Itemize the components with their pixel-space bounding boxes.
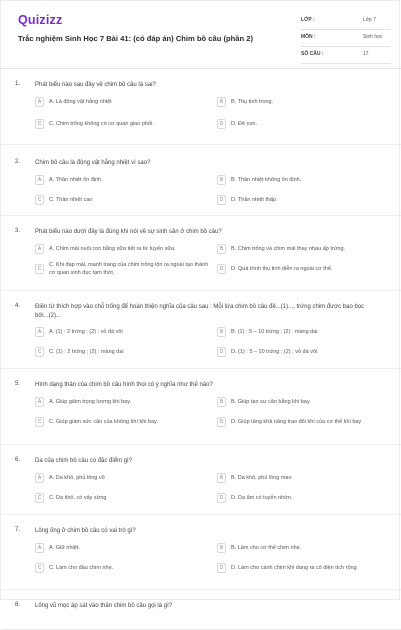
option-text: C. Khi đạp mái, manh tràng của chim trống lộn ra ngoài tạo thành cơ quan sinh dục tạm thời. — [49, 262, 209, 276]
option-text: B. (1) : 5 – 10 trứng ; (2) : màng dai — [231, 329, 318, 335]
meta-label: SỐ CÂU : — [301, 51, 324, 57]
option-text: D. Đẻ con. — [231, 121, 257, 127]
worksheet-meta — [301, 13, 391, 64]
option-letter-box: D — [217, 195, 226, 205]
option-letter-box: B — [217, 97, 226, 107]
option-letter-box: B — [217, 244, 226, 254]
question-number: 2. — [15, 159, 21, 165]
question-number: 1. — [15, 81, 21, 87]
option-letter-box: D — [217, 264, 226, 274]
option-text: A. Chim mái nuôi con bằng sữa tiết ra từ tuyến sữa. — [49, 246, 176, 252]
question-number: 3. — [15, 228, 21, 234]
option-text: B. Thân nhiệt không ổn định. — [231, 177, 302, 183]
question-text: Chim bồ câu là động vật hằng nhiệt vì sao? — [35, 160, 151, 166]
option-letter-box: A — [35, 175, 44, 185]
question-text: Lông ống ở chim bồ câu có vai trò gì? — [35, 528, 136, 534]
question-5 — [1, 369, 401, 445]
option-letter-box: A — [35, 397, 44, 407]
meta-row-subject — [301, 30, 391, 47]
meta-value: 17 — [363, 51, 369, 57]
question-number: 8. — [15, 602, 21, 608]
meta-label: MÔN : — [301, 34, 316, 40]
option-letter-box: C — [35, 119, 44, 129]
option-letter-box: C — [35, 195, 44, 205]
option-text: B. Làm cho cơ thể chim nhẹ. — [231, 545, 302, 551]
question-7 — [1, 515, 401, 590]
question-6 — [1, 445, 401, 515]
option-text: B. Giúp tạo sự cân bằng khi bay. — [231, 399, 311, 405]
meta-value: Sinh học — [363, 34, 383, 40]
option-text: D. Quá trình thụ tinh diễn ra ngoài cơ thể. — [231, 266, 333, 272]
option-text: C. Giúp giảm sức cản của không khí khi bay. — [49, 419, 159, 425]
question-text: Da của chim bồ câu có đặc điểm gì? — [35, 458, 133, 464]
option-text: C. (1) : 2 trứng ; (2) : màng dai — [49, 349, 124, 355]
question-4 — [1, 291, 401, 369]
option-text: D. (1) : 5 – 10 trứng ; (2) : vỏ đá vôi — [231, 349, 318, 355]
option-text: D. Da ẩm có tuyến nhờn. — [231, 495, 293, 501]
option-letter-box: B — [217, 175, 226, 185]
option-text: B. Chim trống và chim mái thay nhau ấp trứng. — [231, 246, 346, 252]
option-text: A. Giúp giảm trọng lượng khi bay. — [49, 399, 132, 405]
option-text: A. Giữ nhiệt. — [49, 545, 80, 551]
option-text: C. Da khô, có vảy sừng — [49, 495, 107, 501]
option-text: B. Da khô, phủ lông mao — [231, 475, 292, 481]
question-8 — [1, 590, 401, 630]
option-letter-box: B — [217, 397, 226, 407]
option-text: D. Thân nhiệt thấp — [231, 197, 277, 203]
question-text: Phát biểu nào sau đây về chim bồ câu là sai? — [35, 82, 156, 88]
option-text: A. Thân nhiệt ổn định. — [49, 177, 103, 183]
question-3 — [1, 216, 401, 291]
question-text: Phát biểu nào dưới đây là đúng khi nói về sự sinh sản ở chim bồ câu? — [35, 229, 222, 235]
option-letter-box: A — [35, 97, 44, 107]
question-number: 7. — [15, 527, 21, 533]
question-list — [1, 69, 401, 630]
question-2 — [1, 145, 401, 216]
option-letter-box: D — [217, 563, 226, 573]
quizizz-logo: Quizizz — [18, 13, 63, 27]
option-letter-box: D — [217, 347, 226, 357]
option-text: D. Làm cho cánh chim khi dang ra có diện tích rộng — [231, 565, 357, 571]
option-letter-box: A — [35, 327, 44, 337]
option-text: A. (1) : 2 trứng ; (2) : vỏ đá vôi — [49, 329, 123, 335]
meta-label: LỚP : — [301, 17, 315, 23]
meta-row-grade — [301, 13, 391, 30]
option-letter-box: C — [35, 493, 44, 503]
question-text: Hình dạng thân của chim bồ câu hình thoi có ý nghĩa như thế nào? — [35, 382, 213, 388]
option-letter-box: D — [217, 417, 226, 427]
option-text: B. Thụ tinh trong. — [231, 99, 274, 105]
option-letter-box: C — [35, 264, 44, 274]
option-letter-box: A — [35, 473, 44, 483]
option-letter-box: A — [35, 543, 44, 553]
meta-row-count — [301, 47, 391, 64]
question-number: 5. — [15, 381, 21, 387]
option-letter-box: C — [35, 347, 44, 357]
option-letter-box: A — [35, 244, 44, 254]
option-letter-box: B — [217, 327, 226, 337]
option-text: A. Da khô, phủ lông vũ — [49, 475, 105, 481]
meta-value: Lớp 7 — [363, 17, 377, 23]
option-text: D. Giúp tăng khả năng trao đổi khí của cơ thể khi bay — [231, 419, 362, 425]
option-letter-box: C — [35, 417, 44, 427]
question-text: Lông vũ mọc áp sát vào thân chim bồ câu gọi là gì? — [35, 603, 173, 609]
option-letter-box: D — [217, 493, 226, 503]
option-text: C. Thân nhiệt cao — [49, 197, 93, 203]
option-letter-box: B — [217, 473, 226, 483]
option-text: C. Chim trống không có cơ quan giao phối. — [49, 121, 154, 127]
question-text: Điền từ thích hợp vào chỗ trống để hoàn thiện nghĩa của câu sau : Mỗi lứa chim bồ câu đẻ...(1)..., trứng chim được bao bọc bởi...(2)... — [35, 304, 365, 319]
worksheet-title: Trắc nghiệm Sinh Học 7 Bài 41: (có đáp án) Chim bồ câu (phần 2) — [18, 34, 254, 43]
option-letter-box: B — [217, 543, 226, 553]
question-number: 6. — [15, 457, 21, 463]
option-text: A. Là động vật hằng nhiệt — [49, 99, 112, 105]
option-letter-box: D — [217, 119, 226, 129]
question-number: 4. — [15, 303, 21, 309]
worksheet-header — [1, 1, 401, 69]
option-text: C. Làm cho đầu chim nhẹ. — [49, 565, 114, 571]
option-letter-box: C — [35, 563, 44, 573]
question-1 — [1, 69, 401, 145]
